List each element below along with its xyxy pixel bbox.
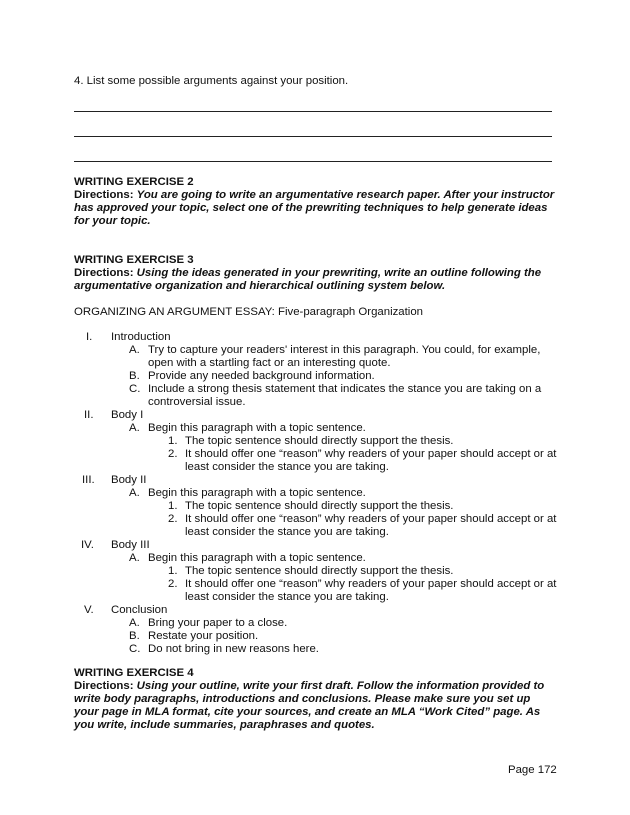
exercise-2-directions-text: You are going to write an argumentative research paper. After your instructor has approved your topic, select one of the prewriting techniques to help generate ideas for your topic. — [74, 189, 555, 227]
outline-letter: B. — [129, 370, 140, 382]
outline-letter: A. — [129, 487, 140, 499]
outline-num-i: I. — [86, 331, 93, 343]
exercise-2-title: WRITING EXERCISE 2 — [74, 176, 194, 188]
organization-title: ORGANIZING AN ARGUMENT ESSAY: Five-paragraph Organization — [74, 306, 424, 318]
outline-subitem: It should offer one “reason” why readers of your paper should accept or at — [185, 513, 557, 525]
outline-item: Begin this paragraph with a topic sentence. — [148, 552, 366, 564]
question-4: 4. List some possible arguments against your position. — [74, 75, 349, 87]
outline-heading-body-3: Body III — [111, 539, 150, 551]
outline-letter: B. — [129, 630, 140, 642]
outline-heading-body-1: Body I — [111, 409, 144, 421]
writing-exercise-2 — [74, 176, 556, 228]
writing-exercise-4 — [74, 667, 556, 732]
outline-item: open with a startling fact or an interesting quote. — [148, 357, 391, 369]
outline-number: 2. — [168, 578, 178, 590]
outline-num-iii: III. — [82, 474, 95, 486]
exercise-3-directions-text: Using the ideas generated in your prewriting, write an outline following the argumentative organization and hierarchical outlining system below. — [74, 267, 542, 292]
outline-item: Do not bring in new reasons here. — [148, 643, 319, 655]
outline-subitem: It should offer one “reason” why readers of your paper should accept or at — [185, 448, 557, 460]
outline-number: 1. — [168, 500, 178, 512]
outline-item: Try to capture your readers' interest in this paragraph. You could, for example, — [148, 344, 541, 356]
outline-number: 1. — [168, 565, 178, 577]
exercise-3-directions-label: Directions: — [74, 267, 134, 279]
exercise-2-directions-label: Directions: — [74, 189, 134, 201]
outline-num-iv: IV. — [81, 539, 94, 551]
outline-subitem: least consider the stance you are taking. — [185, 526, 389, 538]
exercise-3-title: WRITING EXERCISE 3 — [74, 254, 194, 266]
outline-item: Bring your paper to a close. — [148, 617, 288, 629]
outline-item: controversial issue. — [148, 396, 246, 408]
outline-item: Include a strong thesis statement that indicates the stance you are taking on a — [148, 383, 542, 395]
page-number: Page 172 — [508, 764, 557, 776]
exercise-2-directions — [74, 189, 556, 228]
outline-num-v: V. — [84, 604, 94, 616]
exercise-4-directions-text: Using your outline, write your first draft. Follow the information provided to write body paragraphs, introductions and conclusions. Please make sure you set up your page in MLA format, cite your sources, and create an MLA “Work Cited” page. As you write, include summaries, paraphrases and quotes. — [74, 680, 545, 731]
answer-line-3 — [74, 161, 552, 162]
outline-number: 2. — [168, 513, 178, 525]
outline-item: Restate your position. — [148, 630, 259, 642]
exercise-3-directions — [74, 267, 556, 293]
outline-subitem: The topic sentence should directly support the thesis. — [185, 500, 454, 512]
outline-number: 2. — [168, 448, 178, 460]
outline-subitem: It should offer one “reason” why readers of your paper should accept or at — [185, 578, 557, 590]
outline-number: 1. — [168, 435, 178, 447]
outline-item: Provide any needed background information. — [148, 370, 375, 382]
outline-letter: A. — [129, 552, 140, 564]
outline-letter: C. — [129, 643, 141, 655]
outline-num-ii: II. — [84, 409, 94, 421]
outline-letter: A. — [129, 617, 140, 629]
outline-heading-body-2: Body II — [111, 474, 147, 486]
answer-line-2 — [74, 136, 552, 137]
exercise-4-directions — [74, 680, 556, 732]
outline-item: Begin this paragraph with a topic sentence. — [148, 487, 366, 499]
outline-item: Begin this paragraph with a topic sentence. — [148, 422, 366, 434]
outline-subitem: least consider the stance you are taking. — [185, 591, 389, 603]
outline-subitem: The topic sentence should directly support the thesis. — [185, 435, 454, 447]
writing-exercise-3 — [74, 254, 556, 293]
outline-letter: C. — [129, 383, 141, 395]
outline-heading-introduction: Introduction — [111, 331, 171, 343]
answer-line-1 — [74, 111, 552, 112]
outline-subitem: least consider the stance you are taking. — [185, 461, 389, 473]
exercise-4-title: WRITING EXERCISE 4 — [74, 667, 194, 679]
outline-subitem: The topic sentence should directly support the thesis. — [185, 565, 454, 577]
outline-heading-conclusion: Conclusion — [111, 604, 168, 616]
outline-letter: A. — [129, 422, 140, 434]
exercise-4-directions-label: Directions: — [74, 680, 134, 692]
outline-letter: A. — [129, 344, 140, 356]
